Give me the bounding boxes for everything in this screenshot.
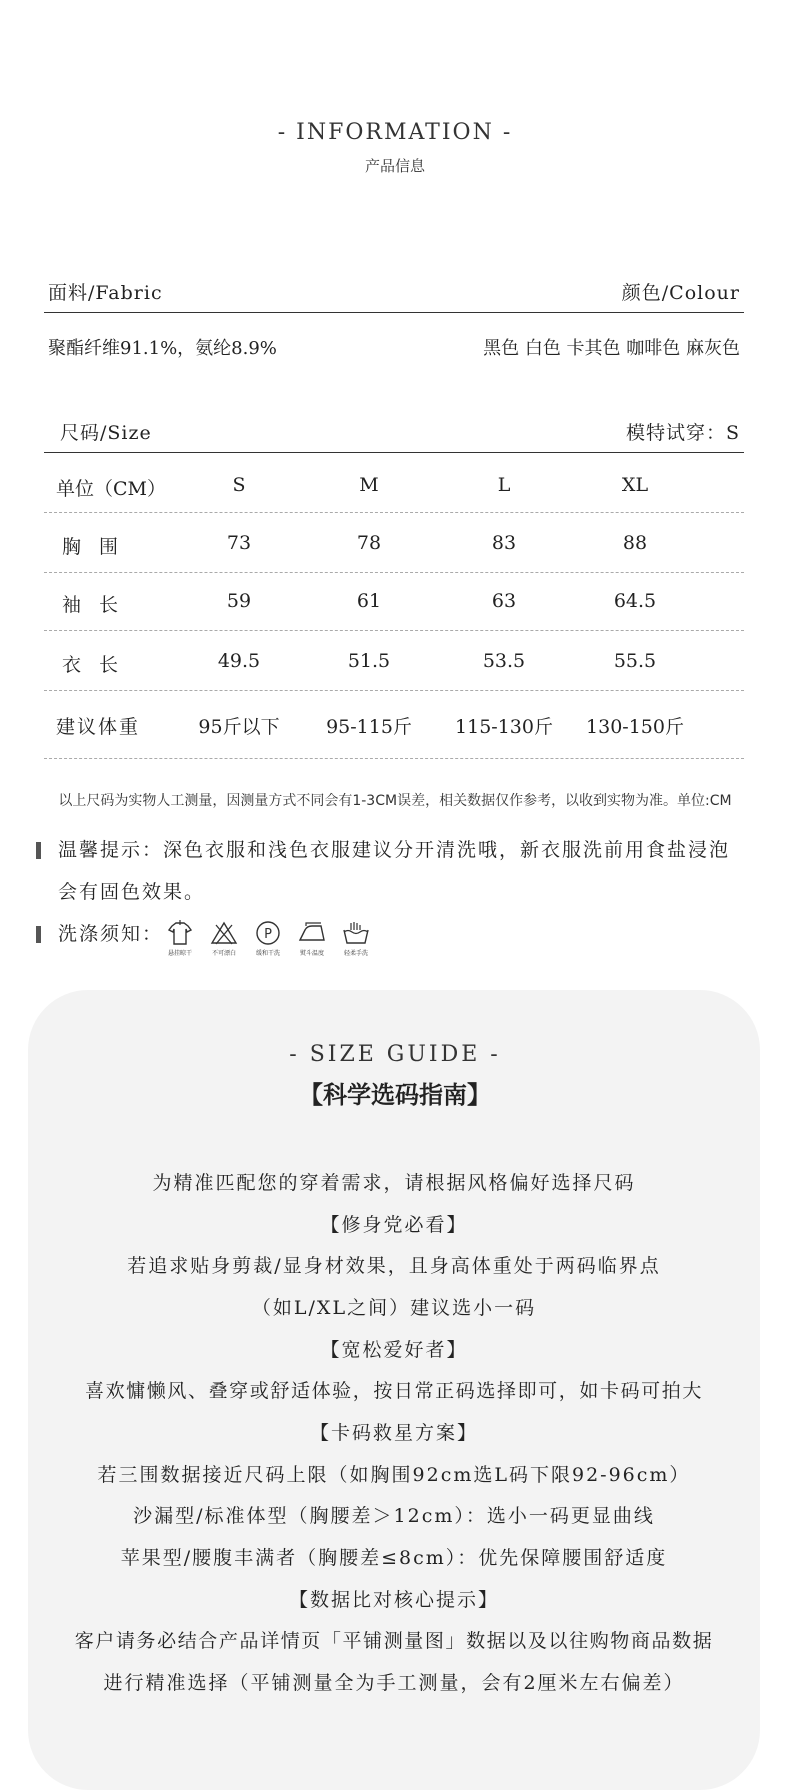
table-cell: 95-115斤 — [326, 716, 412, 738]
table-cell: 63 — [491, 590, 517, 612]
row-label: 建议体重 — [56, 716, 141, 738]
guide-line: 【宽松爱好者】 — [320, 1339, 468, 1361]
size-col-xl: XL — [621, 474, 649, 496]
info-subtitle: 产品信息 — [364, 157, 425, 175]
size-col-m: M — [359, 474, 379, 496]
table-row — [44, 650, 744, 708]
row-label: 衣长 — [62, 654, 137, 676]
table-cell: 64.5 — [613, 590, 657, 612]
row-label: 袖长 — [62, 594, 137, 616]
guide-line: 为精准匹配您的穿着需求，请根据风格偏好选择尺码 — [152, 1172, 636, 1194]
row-divider — [44, 758, 744, 759]
table-cell: 49.5 — [217, 650, 261, 672]
guide-line: 进行精准选择（平铺测量全为手工测量，会有2厘米左右偏差） — [103, 1672, 685, 1694]
table-row — [44, 590, 744, 648]
size-divider — [44, 452, 744, 453]
info-title: - INFORMATION - — [277, 120, 513, 145]
colour-value: 黑色 白色 卡其色 咖啡色 麻灰色 — [483, 338, 740, 359]
table-row — [44, 712, 744, 770]
table-cell: 130-150斤 — [586, 716, 684, 738]
table-cell: 95斤以下 — [198, 716, 280, 738]
care-label: 悬挂晾干 — [167, 950, 192, 957]
hand-wash-icon — [336, 920, 376, 957]
row-divider — [44, 630, 744, 631]
fabric-header: 面料/Fabric — [48, 282, 163, 304]
guide-line: 苹果型/腰腹丰满者（胸腰差≤8cm）：优先保障腰围舒适度 — [120, 1547, 668, 1569]
fabric-value: 聚酯纤维91.1%，氨纶8.9% — [48, 338, 277, 359]
tip-bullet — [36, 926, 41, 943]
svg-text:P: P — [264, 927, 272, 942]
table-cell: 55.5 — [613, 650, 657, 672]
table-cell: 59 — [226, 590, 252, 612]
guide-line: 喜欢慵懒风、叠穿或舒适体验，按日常正码选择即可，如卡码可拍大 — [84, 1380, 703, 1402]
tip-bullet — [36, 842, 41, 859]
colour-header: 颜色/Colour — [621, 282, 740, 304]
row-divider — [44, 572, 744, 573]
table-cell: 115-130斤 — [455, 716, 553, 738]
guide-line: 若三围数据接近尺码上限（如胸围92cm选L码下限92-96cm） — [97, 1464, 691, 1486]
guide-line: 【卡码救星方案】 — [309, 1422, 478, 1444]
measurement-note: 以上尺码为实物人工测量，因测量方式不同会有1-3CM误差，相关数据仅作参考，以收到实物为准。单位:CM — [58, 793, 732, 809]
row-label: 胸围 — [62, 536, 137, 558]
row-divider — [44, 512, 744, 513]
table-cell: 83 — [491, 532, 517, 554]
warm-tip-line2: 会有固色效果。 — [58, 881, 206, 903]
table-cell: 61 — [356, 590, 382, 612]
care-label: 缓和干洗 — [255, 950, 280, 957]
table-cell: 88 — [622, 532, 648, 554]
iron-icon — [292, 920, 332, 957]
table-cell: 51.5 — [347, 650, 391, 672]
guide-line: 沙漏型/标准体型（胸腰差＞12cm）：选小一码更显曲线 — [133, 1505, 655, 1527]
fabric-divider — [44, 312, 744, 313]
size-guide-title: - SIZE GUIDE - — [289, 1042, 501, 1067]
size-guide-subtitle: 【科学选码指南】 — [299, 1080, 491, 1109]
dry-clean-p-icon — [248, 920, 288, 957]
size-table-header-row — [44, 474, 744, 532]
care-label: 熨斗温度 — [299, 950, 324, 957]
care-label: 轻柔手洗 — [343, 950, 368, 957]
row-divider — [44, 690, 744, 691]
guide-line: （如L/XL之间）建议选小一码 — [251, 1297, 537, 1319]
wash-label: 洗涤须知： — [58, 923, 164, 945]
care-label: 不可漂白 — [211, 950, 236, 957]
care-icons — [160, 920, 380, 962]
size-header: 尺码/Size — [60, 422, 152, 444]
guide-line: 【修身党必看】 — [320, 1214, 468, 1236]
table-row — [44, 532, 744, 590]
guide-line: 【数据比对核心提示】 — [288, 1589, 499, 1611]
size-col-s: S — [232, 474, 246, 496]
warm-tip-line1: 温馨提示：深色衣服和浅色衣服建议分开清洗哦，新衣服洗前用食盐浸泡 — [58, 839, 731, 861]
size-col-l: L — [497, 474, 511, 496]
unit-header: 单位（CM） — [56, 478, 166, 500]
table-cell: 78 — [356, 532, 382, 554]
no-bleach-icon — [204, 920, 244, 957]
table-cell: 73 — [226, 532, 252, 554]
table-cell: 53.5 — [482, 650, 526, 672]
guide-line: 客户请务必结合产品详情页「平铺测量图」数据以及以往购物商品数据 — [74, 1630, 714, 1652]
hang-dry-icon — [160, 920, 200, 957]
guide-line: 若追求贴身剪裁/显身材效果，且身高体重处于两码临界点 — [127, 1255, 661, 1277]
model-size: 模特试穿：S — [625, 422, 740, 444]
